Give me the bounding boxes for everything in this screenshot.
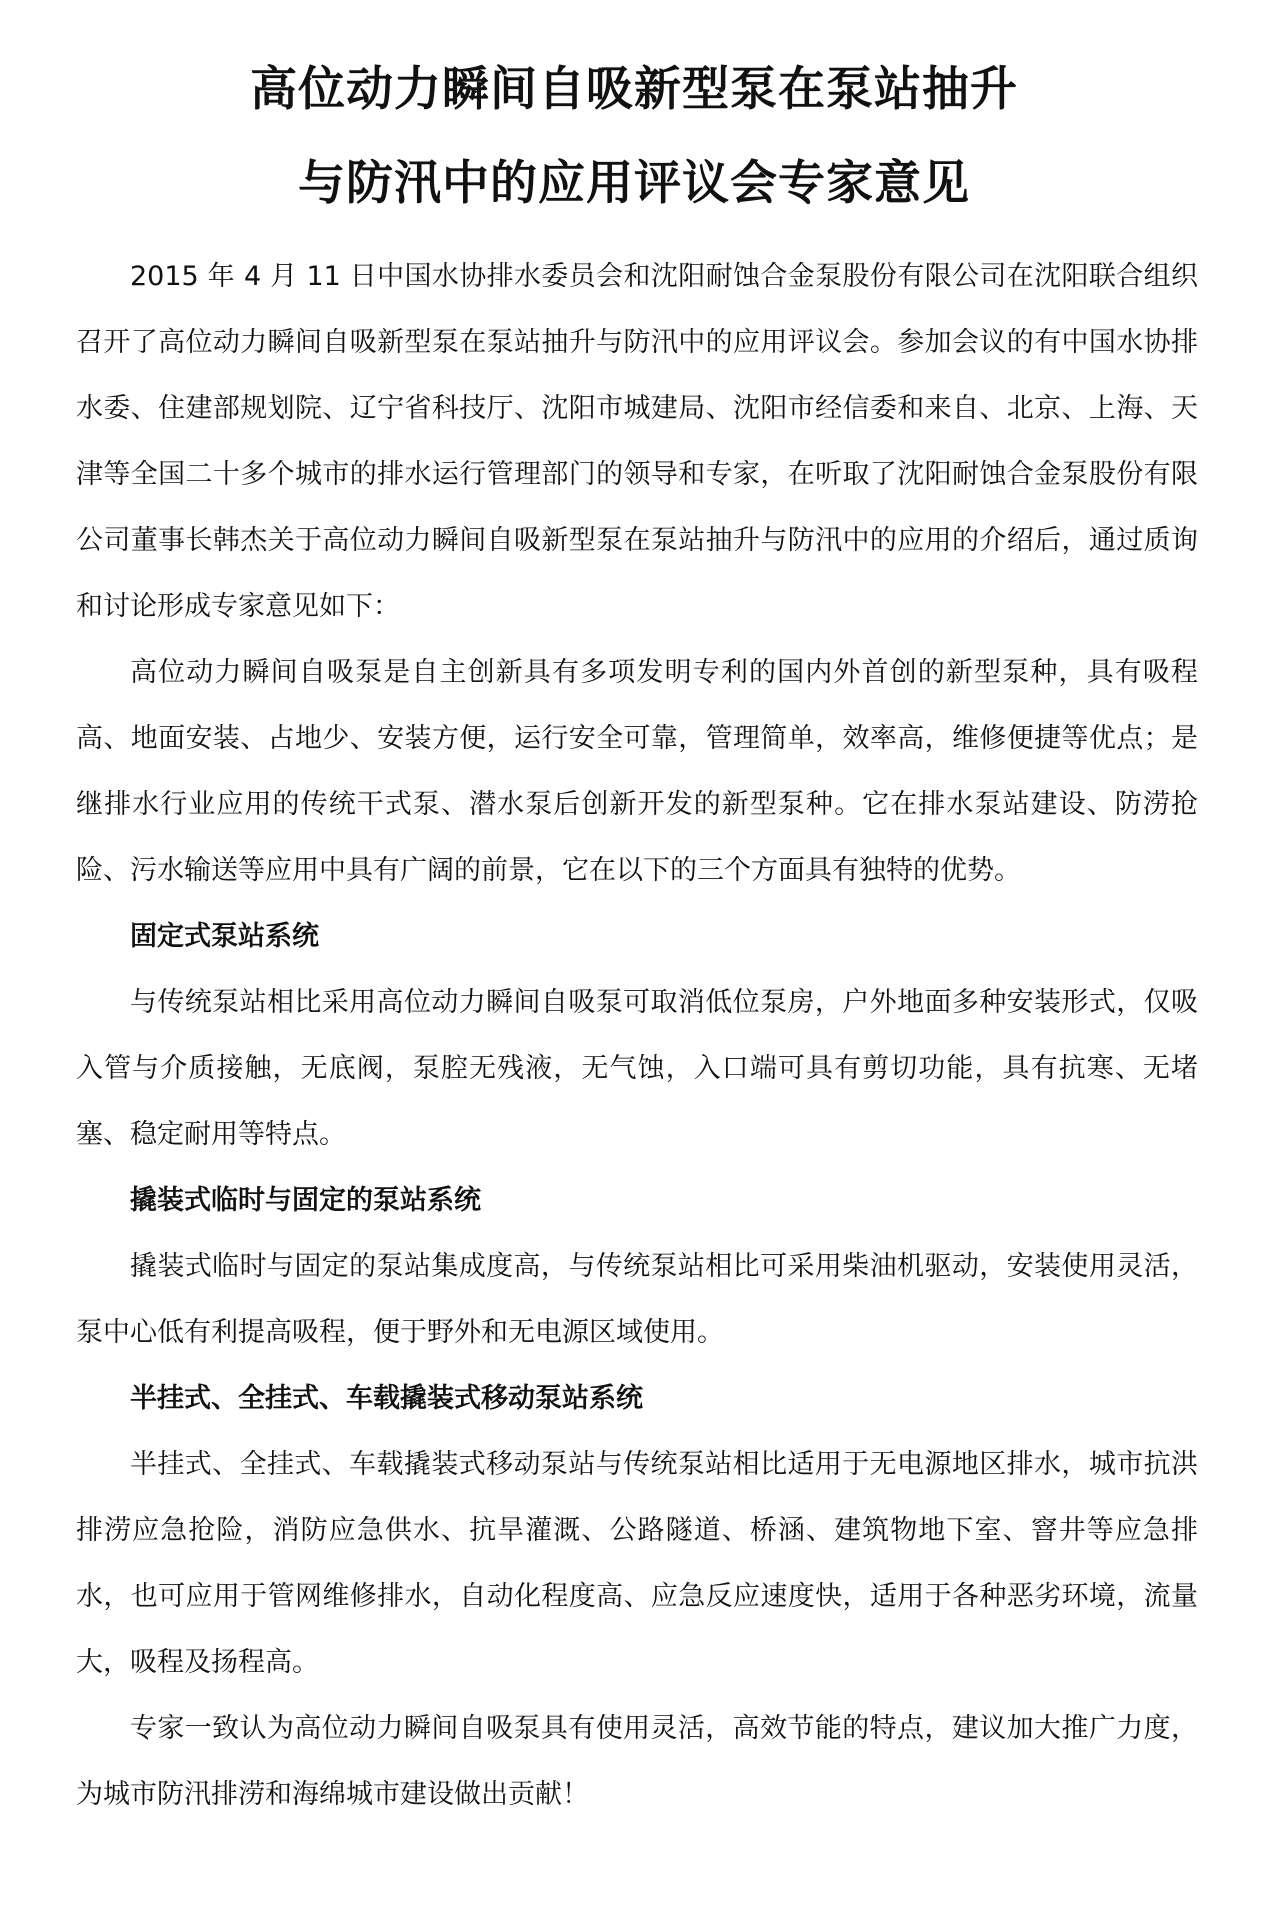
- section-3-heading: 半挂式、全挂式、车载撬装式移动泵站系统: [130, 1383, 643, 1414]
- title-line-2: 与防汛中的应用评议会专家意见: [298, 156, 970, 211]
- intro-paragraph: 2015 年 4 月 11 日中国水协排水委员会和沈阳耐蚀合金泵股份有限公司在沈阳联合组织召开了高位动力瞬间自吸新型泵在泵站抽升与防汛中的应用评议会。参加会议的有中国水协排水委、住建部规划院、辽宁省科技厅、沈阳市城建局、沈阳市经信委和来自、北京、上海、天津等全国二十多个城市的排水运行管理部门的领导和专家，在听取了沈阳耐蚀合金泵股份有限公司董事长韩杰关于高位动力瞬间自吸新型泵在泵站抽升与防汛中的应用的介绍后，通过质询和讨论形成专家意见如下：: [76, 261, 1198, 622]
- document-title: [0, 60, 1268, 214]
- section-3-body: 半挂式、全挂式、车载撬装式移动泵站与传统泵站相比适用于无电源地区排水，城市抗洪排涝应急抢险，消防应急供水、抗旱灌溉、公路隧道、桥涵、建筑物地下室、窨井等应急排水，也可应用于管网维修排水，自动化程度高、应急反应速度快，适用于各种恶劣环境，流量大，吸程及扬程高。: [76, 1449, 1198, 1678]
- section-1-body: 与传统泵站相比采用高位动力瞬间自吸泵可取消低位泵房，户外地面多种安装形式，仅吸入管与介质接触，无底阀，泵腔无残液，无气蚀，入口端可具有剪切功能，具有抗寒、无堵塞、稳定耐用等特点。: [76, 987, 1198, 1150]
- section-2-heading: 撬装式临时与固定的泵站系统: [130, 1185, 481, 1216]
- conclusion-paragraph: 专家一致认为高位动力瞬间自吸泵具有使用灵活，高效节能的特点，建议加大推广力度，为城市防汛排涝和海绵城市建设做出贡献！: [76, 1713, 1198, 1810]
- document-body: [76, 244, 1198, 1828]
- section-1-heading: 固定式泵站系统: [130, 921, 319, 952]
- section-2-body: 撬装式临时与固定的泵站集成度高，与传统泵站相比可采用柴油机驱动，安装使用灵活，泵中心低有利提高吸程，便于野外和无电源区域使用。: [76, 1251, 1198, 1348]
- title-line-1: 高位动力瞬间自吸新型泵在泵站抽升: [250, 62, 1018, 117]
- overview-paragraph: 高位动力瞬间自吸泵是自主创新具有多项发明专利的国内外首创的新型泵种，具有吸程高、地面安装、占地少、安装方便，运行安全可靠，管理简单，效率高，维修便捷等优点；是继排水行业应用的传统干式泵、潜水泵后创新开发的新型泵种。它在排水泵站建设、防涝抢险、污水输送等应用中具有广阔的前景，它在以下的三个方面具有独特的优势。: [76, 657, 1198, 886]
